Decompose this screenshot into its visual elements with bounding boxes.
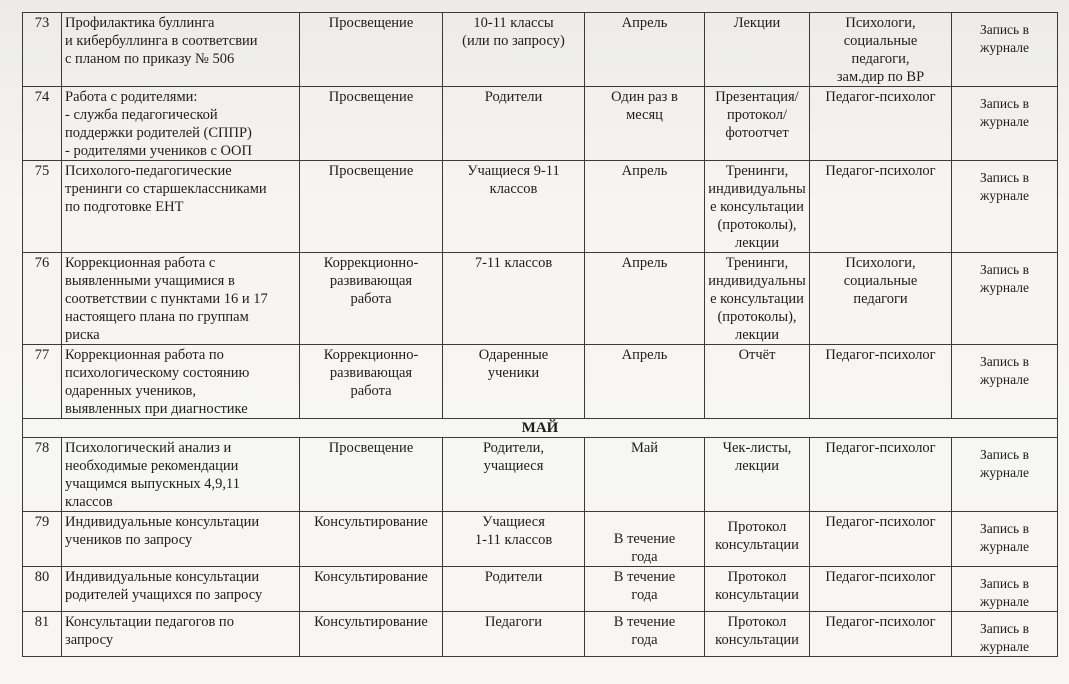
table-row — [23, 567, 1058, 612]
report-cell: Запись в журнале — [952, 567, 1058, 612]
form-cell: Лекции — [705, 13, 810, 87]
activity-title: Психологический анализ и необходимые рекомендации учащимся выпускных 4,9,11 классов — [62, 438, 300, 512]
table-body-may — [23, 438, 1058, 657]
audience-cell: Учащиеся 1-11 классов — [443, 512, 585, 567]
activity-title: Психолого-педагогические тренинги со старшеклассниками по подготовке ЕНТ — [62, 161, 300, 253]
form-cell: Чек-листы, лекции — [705, 438, 810, 512]
direction-cell: Консультирование — [300, 512, 443, 567]
report-cell: Запись в журнале — [952, 438, 1058, 512]
responsible-cell: Педагог-психолог — [810, 567, 952, 612]
table-row — [23, 438, 1058, 512]
table-row — [23, 253, 1058, 345]
row-number: 74 — [23, 87, 62, 161]
responsible-cell: Педагог-психолог — [810, 345, 952, 419]
responsible-cell: Педагог-психолог — [810, 87, 952, 161]
direction-cell: Консультирование — [300, 612, 443, 657]
direction-cell: Просвещение — [300, 161, 443, 253]
table-body-april — [23, 13, 1058, 419]
report-cell: Запись в журнале — [952, 345, 1058, 419]
period-cell: Апрель — [585, 345, 705, 419]
period-cell: Апрель — [585, 161, 705, 253]
table-row — [23, 13, 1058, 87]
table-row — [23, 87, 1058, 161]
activity-title: Работа с родителями: - служба педагогической поддержки родителей (СППР) - родителями учеников с ООП — [62, 87, 300, 161]
direction-cell: Просвещение — [300, 438, 443, 512]
responsible-cell: Психологи, социальные педагоги — [810, 253, 952, 345]
period-cell: В течение года — [585, 612, 705, 657]
row-number: 77 — [23, 345, 62, 419]
period-cell: В течение года — [585, 512, 705, 567]
audience-cell: Учащиеся 9-11 классов — [443, 161, 585, 253]
period-cell: Апрель — [585, 13, 705, 87]
period-cell: Май — [585, 438, 705, 512]
row-number: 81 — [23, 612, 62, 657]
audience-cell: 7-11 классов — [443, 253, 585, 345]
report-cell: Запись в журнале — [952, 512, 1058, 567]
direction-cell: Просвещение — [300, 13, 443, 87]
audience-cell: Родители — [443, 87, 585, 161]
direction-cell: Консультирование — [300, 567, 443, 612]
row-number: 79 — [23, 512, 62, 567]
table-row — [23, 612, 1058, 657]
table-body-may-header — [23, 419, 1058, 438]
direction-cell: Коррекционно- развивающая работа — [300, 345, 443, 419]
form-cell: Тренинги, индивидуальны е консультации (протоколы), лекции — [705, 161, 810, 253]
form-cell: Презентация/ протокол/ фотоотчет — [705, 87, 810, 161]
activity-title: Профилактика буллинга и кибербуллинга в соответсвии с планом по приказу № 506 — [62, 13, 300, 87]
period-cell: В течение года — [585, 567, 705, 612]
form-cell: Отчёт — [705, 345, 810, 419]
form-cell: Протокол консультации — [705, 512, 810, 567]
table-row — [23, 512, 1058, 567]
row-number: 73 — [23, 13, 62, 87]
responsible-cell: Психологи, социальные педагоги, зам.дир по ВР — [810, 13, 952, 87]
row-number: 80 — [23, 567, 62, 612]
audience-cell: 10-11 классы (или по запросу) — [443, 13, 585, 87]
audience-cell: Одаренные ученики — [443, 345, 585, 419]
responsible-cell: Педагог-психолог — [810, 161, 952, 253]
form-cell: Протокол консультации — [705, 567, 810, 612]
report-cell: Запись в журнале — [952, 161, 1058, 253]
responsible-cell: Педагог-психолог — [810, 512, 952, 567]
activity-title: Коррекционная работа по психологическому состоянию одаренных учеников, выявленных при диагностике — [62, 345, 300, 419]
form-cell: Протокол консультации — [705, 612, 810, 657]
work-plan-table — [22, 12, 1058, 657]
audience-cell: Родители, учащиеся — [443, 438, 585, 512]
report-cell: Запись в журнале — [952, 253, 1058, 345]
report-cell: Запись в журнале — [952, 612, 1058, 657]
audience-cell: Педагоги — [443, 612, 585, 657]
activity-title: Индивидуальные консультации учеников по запросу — [62, 512, 300, 567]
direction-cell: Коррекционно- развивающая работа — [300, 253, 443, 345]
row-number: 78 — [23, 438, 62, 512]
responsible-cell: Педагог-психолог — [810, 438, 952, 512]
table-row — [23, 345, 1058, 419]
row-number: 75 — [23, 161, 62, 253]
report-cell: Запись в журнале — [952, 13, 1058, 87]
audience-cell: Родители — [443, 567, 585, 612]
row-number: 76 — [23, 253, 62, 345]
activity-title: Коррекционная работа с выявленными учащимися в соответствии с пунктами 16 и 17 настоящего плана по группам риска — [62, 253, 300, 345]
report-cell: Запись в журнале — [952, 87, 1058, 161]
activity-title: Индивидуальные консультации родителей учащихся по запросу — [62, 567, 300, 612]
month-row-may — [23, 419, 1058, 438]
month-label: МАЙ — [23, 419, 1058, 438]
direction-cell: Просвещение — [300, 87, 443, 161]
period-cell: Один раз в месяц — [585, 87, 705, 161]
form-cell: Тренинги, индивидуальны е консультации (протоколы), лекции — [705, 253, 810, 345]
activity-title: Консультации педагогов по запросу — [62, 612, 300, 657]
responsible-cell: Педагог-психолог — [810, 612, 952, 657]
period-cell: Апрель — [585, 253, 705, 345]
table-row — [23, 161, 1058, 253]
